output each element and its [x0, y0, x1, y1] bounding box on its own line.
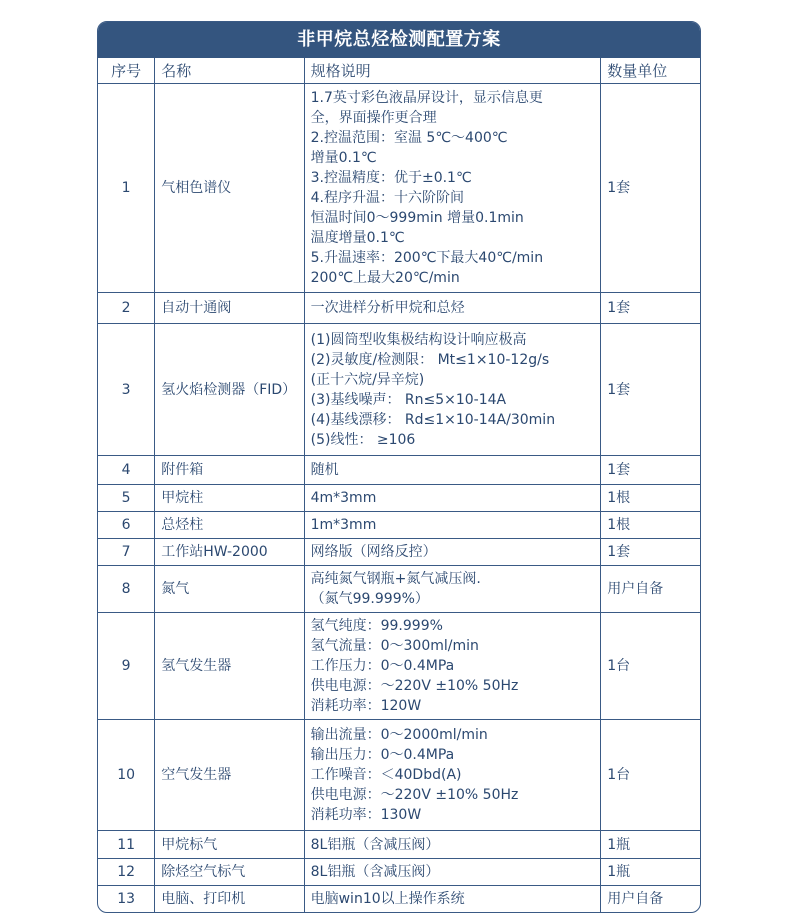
table-row [98, 831, 700, 859]
spec-line: (正十六烷/异辛烷) [310, 371, 425, 388]
table-row [98, 539, 700, 566]
spec-line: （氮气99.999%） [310, 591, 429, 607]
row-name: 氢火焰检测器（FID） [155, 324, 304, 456]
row-qty: 用户自备 [601, 886, 700, 913]
spec-line: 供电电源：～220V ±10% 50Hz [310, 787, 519, 803]
header-row [98, 58, 700, 84]
spec-line: 高纯氮气钢瓶+氮气减压阀. [310, 571, 481, 587]
spec-line: 8L铝瓶（含减压阀） [310, 864, 440, 880]
spec-line: 5.升温速率：200℃下最大40℃/min [310, 250, 544, 266]
spec-line: 工作噪音：＜40Dbd(A) [310, 767, 462, 783]
spec-line: 3.控温精度：优于±0.1℃ [310, 170, 472, 186]
table-row [98, 485, 700, 512]
row-spec [304, 720, 601, 831]
table-row [98, 512, 700, 539]
row-name: 气相色谱仪 [155, 84, 304, 293]
header-name: 名称 [155, 58, 304, 84]
spec-line: 氢气纯度：99.999% [310, 618, 443, 634]
spec-line: 4.程序升温：十六阶阶间 [310, 190, 464, 206]
table-body [98, 84, 700, 913]
row-name: 除烃空气标气 [155, 859, 304, 886]
row-spec [304, 512, 601, 539]
config-table-card [97, 21, 701, 913]
row-qty: 1套 [601, 324, 700, 456]
spec-line: 电脑win10以上操作系统 [310, 891, 465, 907]
row-qty: 1套 [601, 539, 700, 566]
spec-line: 工作压力：0～0.4MPa [310, 658, 455, 674]
row-qty: 1根 [601, 512, 700, 539]
header-qty: 数量单位 [601, 58, 700, 84]
table-row [98, 84, 700, 293]
row-name: 氮气 [155, 566, 304, 613]
table-row [98, 293, 700, 324]
row-spec [304, 324, 601, 456]
row-qty: 1台 [601, 613, 700, 720]
row-qty: 1套 [601, 84, 700, 293]
row-spec [304, 613, 601, 720]
spec-line: 4m*3mm [310, 490, 377, 506]
row-index: 4 [98, 456, 155, 485]
spec-line: 200℃上最大20℃/min [310, 270, 460, 286]
row-spec [304, 831, 601, 859]
spec-line: (2)灵敏度/检测限： Mt≤1×10-12g/s [310, 351, 550, 368]
spec-line: 增量0.1℃ [310, 150, 377, 166]
spec-line: 供电电源：～220V ±10% 50Hz [310, 678, 519, 694]
row-index: 1 [98, 84, 155, 293]
table-row [98, 566, 700, 613]
row-index: 10 [98, 720, 155, 831]
spec-line: (4)基线漂移： Rd≤1×10-14A/30min [310, 411, 556, 428]
row-qty: 1瓶 [601, 859, 700, 886]
row-name: 电脑、打印机 [155, 886, 304, 913]
row-name: 氢气发生器 [155, 613, 304, 720]
row-spec [304, 566, 601, 613]
spec-line: (3)基线噪声： Rn≤5×10-14A [310, 391, 507, 408]
row-index: 7 [98, 539, 155, 566]
spec-line: 1m*3mm [310, 517, 377, 533]
table-row [98, 720, 700, 831]
row-name: 甲烷柱 [155, 485, 304, 512]
table-row [98, 859, 700, 886]
spec-line: 输出流量：0～2000ml/min [310, 727, 488, 743]
row-qty: 1套 [601, 456, 700, 485]
row-index: 11 [98, 831, 155, 859]
row-index: 2 [98, 293, 155, 324]
row-index: 9 [98, 613, 155, 720]
spec-line: 消耗功率：130W [310, 807, 422, 823]
spec-line: 随机 [310, 462, 339, 478]
row-index: 6 [98, 512, 155, 539]
spec-line: 网络版（网络反控） [310, 544, 437, 560]
table-row [98, 456, 700, 485]
spec-line: 输出压力：0～0.4MPa [310, 747, 455, 763]
spec-line: 氢气流量：0～300ml/min [310, 638, 479, 654]
header-index: 序号 [98, 58, 155, 84]
row-spec [304, 485, 601, 512]
table-title: 非甲烷总烃检测配置方案 [98, 22, 700, 58]
row-qty: 用户自备 [601, 566, 700, 613]
row-spec [304, 539, 601, 566]
spec-line: (1)圆筒型收集极结构设计响应极高 [310, 331, 527, 348]
header-spec: 规格说明 [304, 58, 601, 84]
row-name: 甲烷标气 [155, 831, 304, 859]
table-row [98, 324, 700, 456]
spec-line: 恒温时间0～999min 增量0.1min [310, 210, 524, 226]
spec-line: 消耗功率：120W [310, 698, 422, 714]
spec-line: 全，界面操作更合理 [310, 110, 437, 126]
spec-line: (5)线性： ≥106 [310, 431, 416, 448]
row-name: 自动十通阀 [155, 293, 304, 324]
config-table [98, 58, 700, 912]
row-index: 8 [98, 566, 155, 613]
row-index: 5 [98, 485, 155, 512]
row-spec [304, 886, 601, 913]
row-qty: 1套 [601, 293, 700, 324]
row-spec [304, 456, 601, 485]
row-index: 13 [98, 886, 155, 913]
spec-line: 8L铝瓶（含减压阀） [310, 836, 440, 853]
row-spec [304, 293, 601, 324]
row-name: 总烃柱 [155, 512, 304, 539]
row-name: 空气发生器 [155, 720, 304, 831]
row-name: 工作站HW-2000 [155, 539, 304, 566]
spec-line: 温度增量0.1℃ [310, 230, 405, 246]
spec-line: 1.7英寸彩色液晶屏设计，显示信息更 [310, 90, 543, 106]
row-qty: 1根 [601, 485, 700, 512]
table-row [98, 886, 700, 913]
row-index: 3 [98, 324, 155, 456]
row-spec [304, 859, 601, 886]
row-name: 附件箱 [155, 456, 304, 485]
spec-line: 2.控温范围：室温 5℃～400℃ [310, 130, 508, 146]
spec-line: 一次进样分析甲烷和总烃 [310, 300, 465, 316]
row-qty: 1瓶 [601, 831, 700, 859]
table-row [98, 613, 700, 720]
row-spec [304, 84, 601, 293]
row-qty: 1台 [601, 720, 700, 831]
row-index: 12 [98, 859, 155, 886]
